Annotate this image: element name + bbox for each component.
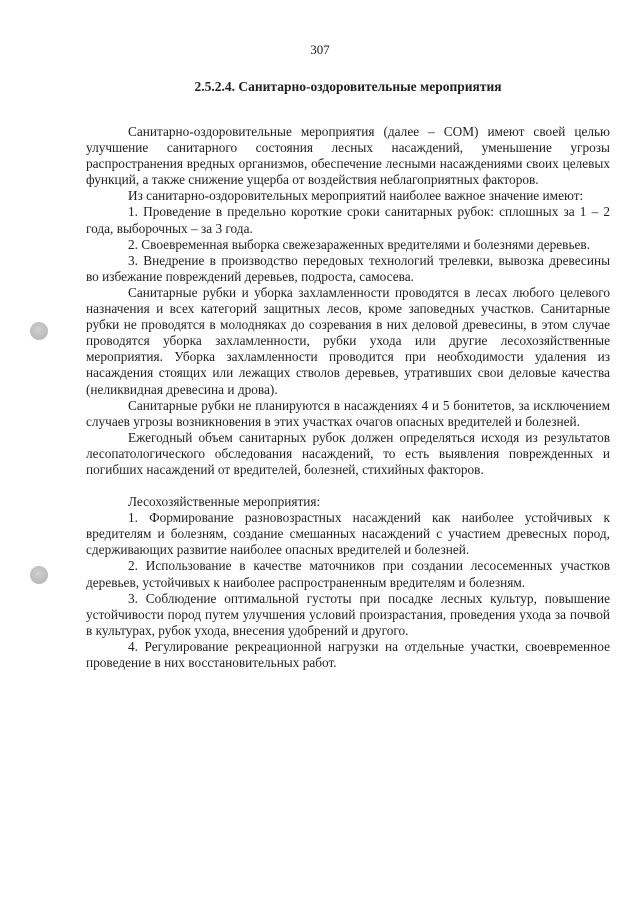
- page-number: 307: [310, 42, 330, 57]
- body-text: [86, 124, 610, 671]
- paragraph-sanitary-felling: Санитарные рубки и уборка захламленности проводятся в лесах любого целевого назначения и всех категорий защитных лесов, кроме заповедных участков. Санитарные рубки не проводятся в молодняках до созревания в них деловой древесины, в этом случае проводятся уборка захламленности, рубки ухода или другие лесохозяйственные мероприятия. Уборка захламленности проводится при необходимости удаления из насаждения стоящих или лежащих стволов деревьев, утративших свои деловые качества (неликвидная древесина и дрова).: [86, 284, 610, 397]
- list-item-timely-selection: 2. Своевременная выборка свежезараженных вредителями и болезнями деревьев.: [128, 236, 591, 252]
- list-item-technologies: 3. Внедрение в производство передовых технологий трелевки, вывозка древесины во избежание повреждений деревьев, подроста, самосева.: [86, 252, 610, 284]
- paragraph-annual-volume: Ежегодный объем санитарных рубок должен определяться исходя из результатов лесопатологического обследования насаждений, то есть выявления поврежденных и погибших насаждений от вредителей, болезней, стихийных факторов.: [86, 429, 610, 477]
- paragraph-forestry-measures-heading: Лесохозяйственные мероприятия:: [128, 494, 321, 510]
- paragraph-intro: Санитарно-оздоровительные мероприятия (далее – СОМ) имеют своей целью улучшение санитарного состояния лесных насаждений, уменьшение угрозы распространения вредных организмов, обеспечение лесными насаждениями своих целевых функций, а также снижение ущерба от воздействия неблагоприятных факторов.: [86, 124, 610, 188]
- list-item-recreational-load: 4. Регулирование рекреационной нагрузки на отдельные участки, своевременное проведение в них восстановительных работ.: [86, 638, 610, 670]
- paragraph-not-planned: Санитарные рубки не планируются в насаждениях 4 и 5 бонитетов, за исключением случаев угрозы возникновения в этих участках очагов опасных вредителей и болезней.: [86, 397, 610, 429]
- list-item-uneven-aged-stands: 1. Формирование разновозрастных насаждений как наиболее устойчивых к вредителям и болезням, создание смешанных насаждений с участием древесных пород, сдерживающих развитие наиболее опасных вредителей и болезней.: [86, 510, 610, 558]
- punch-hole-mark: [30, 566, 48, 584]
- punch-hole-mark: [30, 322, 48, 340]
- paragraph-important-measures: Из санитарно-оздоровительных мероприятий наиболее важное значение имеют:: [128, 188, 584, 204]
- list-item-optimal-density: 3. Соблюдение оптимальной густоты при посадке лесных культур, повышение устойчивости пород путем улучшения условий произрастания, проведения ухода за почвой в культурах, рубок ухода, внесения удобрений и другого.: [86, 590, 610, 638]
- list-item-sanitary-felling-terms: 1. Проведение в предельно короткие сроки санитарных рубок: сплошных за 1 – 2 года, выборочных – за 3 года.: [86, 204, 610, 236]
- section-title: 2.5.2.4. Санитарно-оздоровительные мероприятия: [194, 79, 502, 94]
- list-item-mother-trees: 2. Использование в качестве маточников при создании лесосеменных участков деревьев, устойчивых к наиболее распространенным вредителям и болезням.: [86, 558, 610, 590]
